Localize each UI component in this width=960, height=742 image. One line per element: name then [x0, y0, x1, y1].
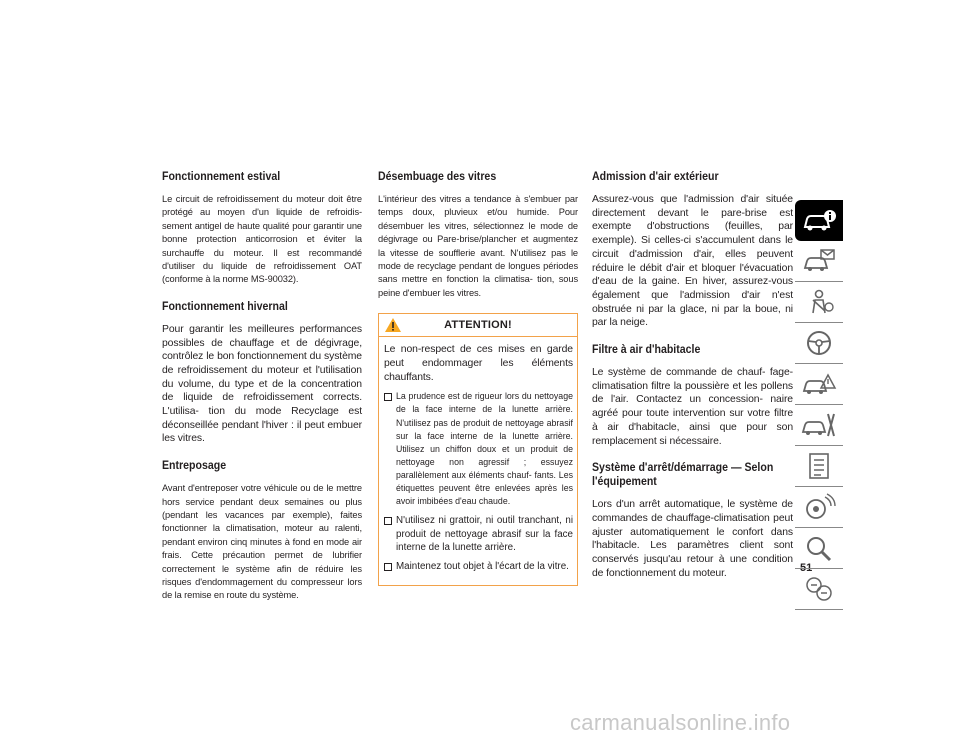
- warning-item: La prudence est de rigueur lors du nettoyage de la face interne de la lunette arrière. N'utilisez pas de produit de nettoyage abrasif sur la face interne de la lunette arrière. Utilisez un chiffon doux et un produit de nettoyage non agressif ; essuyez parallèlement aux éléments chauf- fants. Les étiquettes peuvent être enlevées après les avoir imbibées d'eau chaude.: [384, 390, 573, 508]
- checkbox-bullet-icon: [384, 563, 392, 571]
- tab-safety[interactable]: [795, 282, 843, 323]
- heading-stop-start: Système d'arrêt/démarrage — Selon l'équipement: [592, 462, 774, 489]
- warning-icon: [384, 317, 402, 333]
- tab-search[interactable]: [795, 528, 843, 569]
- heading-summer: Fonctionnement estival: [162, 171, 281, 183]
- text-cabin-filter: Le système de commande de chauf- fage-climatisation filtre la poussière et les pollens de l'air. Contactez un concession- naire agréé pour toute intervention sur votre filtre à air d'habitacle, ainsi que pour son remplacement si nécessaire.: [592, 367, 793, 447]
- steering-wheel-icon: [801, 328, 837, 358]
- chapter-tabs: [795, 200, 843, 610]
- text-defog: L'intérieur des vitres a tendance à s'embuer par temps doux, pluvieux et/ou humide. Pour désembuer les vitres, sélectionnez le mode de dégivrage ou Pare-brise/plancher et augmentez la vitesse de soufflerie avant. N'utilisez pas le mode de recyclage pendant de longues périodes sans mettre en fonction la climatisa- tion, sous peine d'embuer les vitres.: [378, 194, 578, 298]
- text-summer: Le circuit de refroidissement du moteur doit être protégé au moyen d'un liquide de refroidis- sement antigel de haute qualité pour garantir une bonne protection anticorrosion et éviter la surchauffe du moteur. Il est recommandé d'utiliser du liquide de refroidissement OAT (conforme à la norme MS-90032).: [162, 194, 362, 285]
- tab-messages[interactable]: [795, 241, 843, 282]
- search-icon: [801, 533, 837, 563]
- page-number: 51: [800, 562, 813, 574]
- warning-body: [379, 337, 577, 585]
- car-warning-icon: [801, 369, 837, 399]
- tab-checklist[interactable]: [795, 446, 843, 487]
- text-storage: Avant d'entreposer votre véhicule ou de le mettre hors service pendant deux semaines ou plus (pendant les vacances par exemple), faites fonctionner la climatisation, moteur au ralenti, pendant environ cinq minutes à fond en mode air frais. Cette précaution permet de lubrifier correctement le système afin de réduire les risques d'endommagement du compresseur lors de la remise en route du système.: [162, 483, 362, 601]
- warning-title: ATTENTION!: [444, 319, 512, 332]
- column-middle: [378, 170, 578, 586]
- warning-list: [384, 390, 573, 573]
- warning-item: N'utilisez ni grattoir, ni outil tranchant, ni produit de nettoyage abrasif sur la face interne de la lunette arrière.: [384, 514, 573, 554]
- messages-icon: [801, 246, 837, 276]
- warning-intro: Le non-respect de ces mises en garde peut endommager les éléments chauffants.: [384, 344, 573, 383]
- tab-languages[interactable]: [795, 569, 843, 610]
- checkbox-bullet-icon: [384, 393, 392, 401]
- heading-defog: Désembuage des vitres: [378, 171, 497, 183]
- tab-steering[interactable]: [795, 323, 843, 364]
- tab-car-warning[interactable]: [795, 364, 843, 405]
- text-air-intake: Assurez-vous que l'admission d'air située directement devant le pare-brise est exempte d'obstructions (feuilles, par exemple). Si celles-ci s'accumulent dans le circuit d'admission d'air, elles peuvent réduire le débit d'air et bloquer l'évacuation d'eau de la gaine. En hiver, assurez-vous également que l'admission d'air n'est obstruée ni par la glace, ni par la boue, ni par la neige.: [592, 194, 793, 329]
- tab-car-tools[interactable]: [795, 405, 843, 446]
- heading-storage: Entreposage: [162, 460, 227, 473]
- column-right: [592, 170, 793, 593]
- column-left: [162, 170, 362, 616]
- text-stop-start: Lors d'un arrêt automatique, le système de commandes de chauffage-climatisation peut ajuster automatiquement le confort dans l'habitacle. Les paramètres client sont conservés jusqu'au retour à une condition de fonctionnement du moteur.: [592, 499, 793, 579]
- watermark: carmanualsonline.info: [570, 710, 791, 735]
- text-winter: Pour garantir les meilleures performances possibles de chauffage et de dégivrage, contrôlez le bon fonctionnement du système de refroidissement du moteur et l'utilisation du volume, du type et de la concentration de liquide de refroidissement corrects. L'utilisa- tion du mode Recyclage est déconseillée pendant l'hiver : il peut embuer les vitres.: [162, 323, 362, 445]
- car-tools-icon: [801, 410, 837, 440]
- heading-winter: Fonctionnement hivernal: [162, 300, 288, 313]
- heading-air-intake: Admission d'air extérieur: [592, 171, 719, 183]
- heading-cabin-filter: Filtre à air d'habitacle: [592, 344, 701, 357]
- checklist-icon: [801, 451, 837, 481]
- multimedia-icon: [801, 492, 837, 522]
- tab-car-info[interactable]: [795, 200, 843, 241]
- safety-icon: [801, 287, 837, 317]
- warning-box: [378, 313, 578, 586]
- languages-icon: [801, 574, 837, 604]
- tab-multimedia[interactable]: [795, 487, 843, 528]
- car-info-icon: [801, 207, 837, 235]
- warning-item: Maintenez tout objet à l'écart de la vitre.: [384, 560, 573, 573]
- checkbox-bullet-icon: [384, 517, 392, 525]
- warning-header: [379, 314, 577, 337]
